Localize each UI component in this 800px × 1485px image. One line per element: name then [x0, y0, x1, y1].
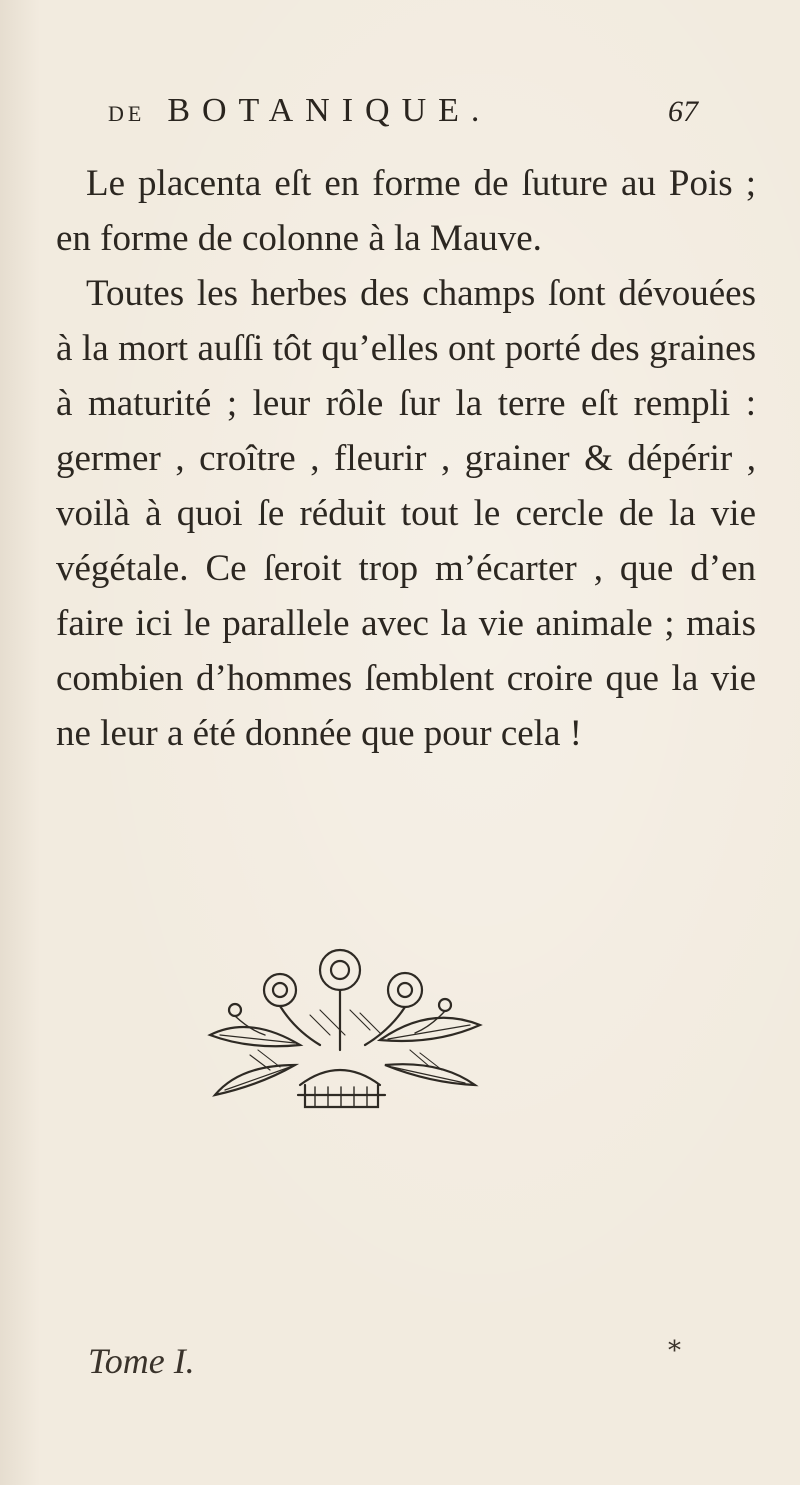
footer-asterisk: * [668, 1336, 681, 1366]
page-number: 67 [668, 95, 698, 128]
signature-mark: Tome I. [88, 1341, 195, 1381]
header-title: BOTANIQUE. [167, 92, 492, 129]
running-header [108, 92, 698, 142]
paragraph-placenta: Le placenta eſt en forme de ſuture au Pois ; en forme de colonne à la Mauve. [56, 163, 756, 259]
paragraph-herbes: Toutes les herbes des champs ſont dévouées à la mort auſſi tôt qu’elles ont porté des graines à maturité ; leur rôle ſur la terre eſt rempli : germer , croître , fleurir , grainer & dépérir , voilà à quoi ſe réduit tout le cercle de la vie végétale. Ce ſeroit trop m’écarter , que d’en faire ici le parallele avec la vie animale ; mais combien d’hommes ſemblent croire que la vie ne leur a été donnée que pour cela ! [56, 273, 756, 754]
floral-vignette-icon [180, 935, 500, 1120]
body-text [56, 156, 756, 761]
header-prefix: DE [108, 101, 146, 126]
